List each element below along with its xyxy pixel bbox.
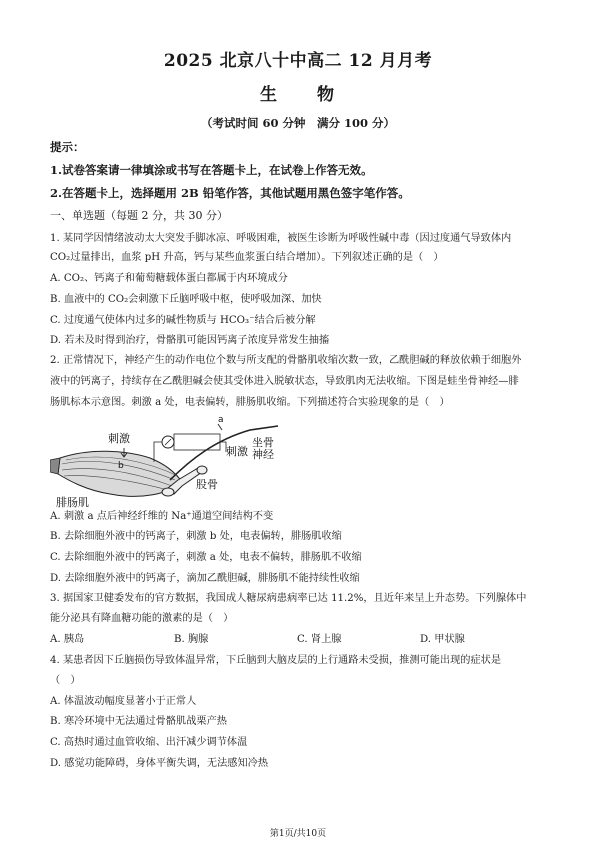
nerve-label-2: 神经	[252, 448, 274, 461]
q1-stem-line: CO₂过量排出，血浆 pH 升高，钙与某些血浆蛋白结合增加）。下列叙述正确的是（ ）	[50, 252, 444, 263]
q1-option-d: D. 若未及时得到治疗，骨骼肌可能因钙离子浓度异常发生抽搐	[50, 335, 330, 346]
q3-option-a: A. 胰岛	[50, 634, 85, 645]
q1-option-a: A. CO₂、钙离子和葡萄糖载体蛋白都属于内环境成分	[50, 273, 288, 284]
q2-option-d: D. 去除细胞外液中的钙离子，滴加乙酰胆碱，腓肠肌不能持续性收缩	[50, 573, 360, 584]
section-heading: 一、单选题（每题 2 分，共 30 分）	[50, 209, 228, 222]
tip-item: 1.试卷答案请一律填涂或书写在答题卡上，在试卷上作答无效。	[50, 163, 373, 177]
q2-stem-line: 液中的钙离子，持续存在乙酰胆碱会使其受体进入脱敏状态，导致肌肉无法收缩。下图是蛙坐骨神经—腓	[50, 376, 519, 387]
label-b: b	[118, 461, 124, 471]
q4-option-b: B. 寒冷环境中无法通过骨骼肌战栗产热	[50, 716, 227, 727]
q2-stem-line: 肠肌标本示意图。刺激 a 处，电表偏转，腓肠肌收缩。下列描述符合实验现象的是（ ）	[50, 397, 450, 408]
stim-label-left: 刺激	[108, 432, 130, 445]
q3-stem-line: 3. 据国家卫健委发布的官方数据，我国成人糖尿病患病率已达 11.2%，且近年来呈上升态势。下列腺体中	[50, 593, 527, 604]
subject-title: 生 物	[260, 85, 336, 105]
q1-option-b: B. 血液中的 CO₂会刺激下丘脑呼吸中枢，使呼吸加深、加快	[50, 294, 322, 305]
stim-label-right: 刺激	[226, 445, 248, 458]
q1-stem-line: 1. 某同学因情绪波动太大突发手脚冰凉、呼吸困难，被医生诊断为呼吸性碱中毒（因过度通气导致体内	[50, 233, 512, 244]
q4-stem-line: （ ）	[50, 675, 81, 686]
q4-option-a: A. 体温波动幅度显著小于正常人	[50, 696, 197, 707]
page-number: 第1页/共10页	[269, 829, 327, 839]
q4-option-c: C. 高热时通过血管收缩、出汗减少调节体温	[50, 737, 248, 748]
q2-option-c: C. 去除细胞外液中的钙离子，刺激 a 处，电表不偏转，腓肠肌不收缩	[50, 552, 362, 563]
nerve-muscle-figure	[50, 410, 280, 510]
q3-option-d: D. 甲状腺	[420, 634, 465, 645]
q2-option-a: A. 刺激 a 点后神经纤维的 Na⁺通道空间结构不变	[50, 511, 274, 522]
nerve-label-1: 坐骨	[252, 436, 274, 449]
exam-title: 2025 北京八十中高二 12 月月考	[163, 51, 433, 71]
q2-option-b: B. 去除细胞外液中的钙离子，刺激 b 处，电表偏转，腓肠肌收缩	[50, 531, 342, 542]
label-a: a	[218, 415, 224, 425]
bone-label: 股骨	[196, 478, 218, 491]
q1-option-c: C. 过度通气使体内过多的碱性物质与 HCO₃⁻结合后被分解	[50, 315, 316, 326]
tips-label: 提示：	[50, 140, 85, 154]
q3-option-b: B. 胸腺	[174, 634, 209, 645]
q3-option-c: C. 肾上腺	[297, 634, 342, 645]
time-info: （考试时间 60 分钟 满分 100 分）	[200, 116, 396, 130]
q3-stem-line: 能分泌具有降血糖功能的激素的是（ ）	[50, 613, 234, 624]
muscle-label: 腓肠肌	[56, 496, 89, 509]
q4-stem-line: 4. 某患者因下丘脑损伤导致体温异常，下丘脑到大脑皮层的上行通路未受损，推测可能出现的症状是	[50, 655, 502, 666]
tip-item: 2.在答题卡上，选择题用 2B 铅笔作答，其他试题用黑色签字笔作答。	[50, 186, 410, 200]
q4-option-d: D. 感觉功能障碍，身体平衡失调，无法感知冷热	[50, 758, 269, 769]
q2-stem-line: 2. 正常情况下，神经产生的动作电位个数与所支配的骨骼肌收缩次数一致，乙酰胆碱的释放依赖于细胞外	[50, 355, 522, 366]
